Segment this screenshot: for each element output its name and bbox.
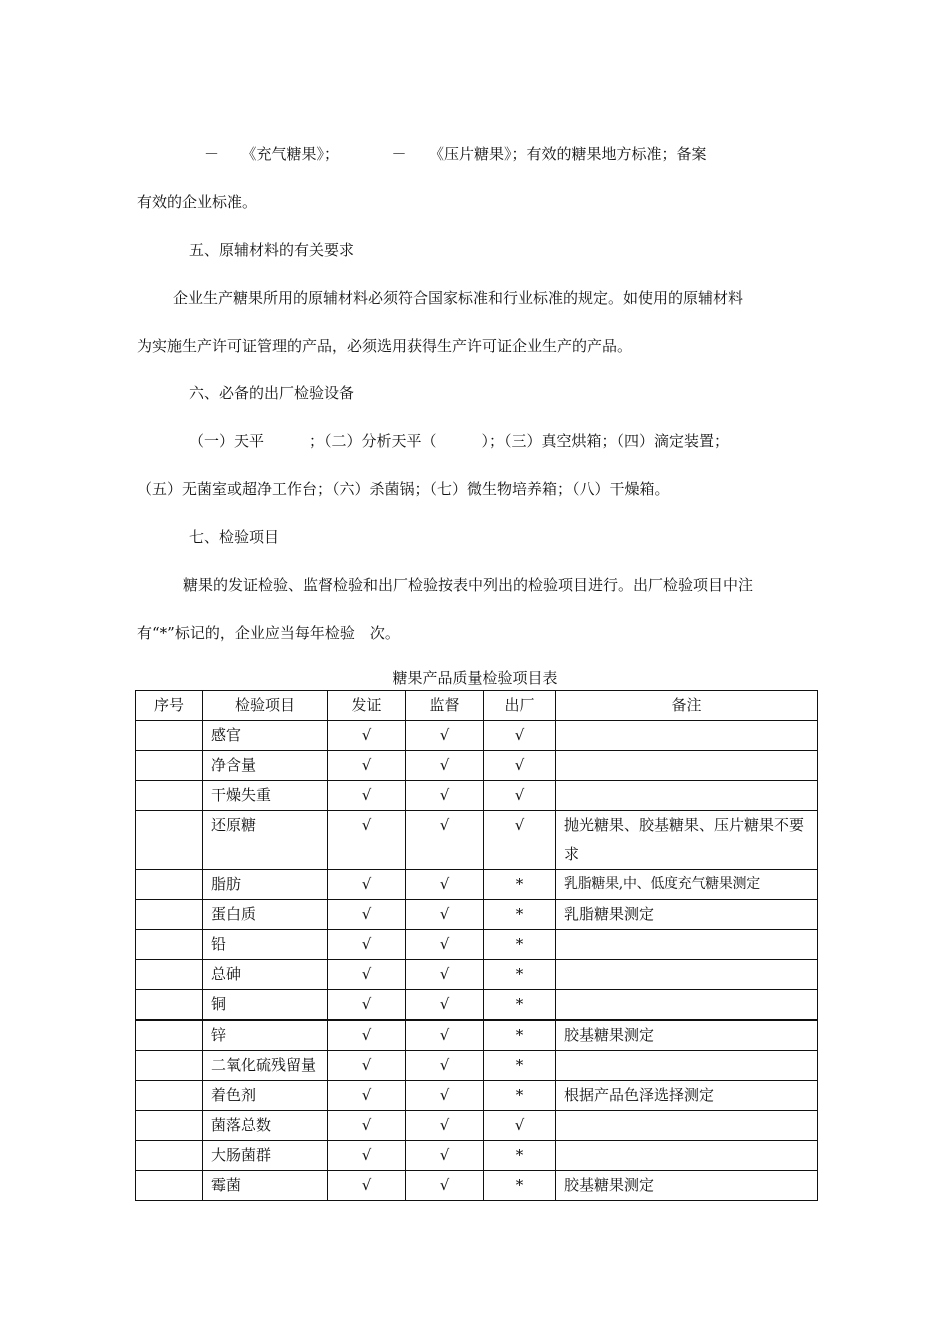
cell-factory: * bbox=[484, 900, 556, 930]
cell-cert: √ bbox=[328, 751, 406, 781]
cell-note bbox=[556, 960, 818, 990]
inspection-items-table bbox=[135, 690, 818, 1201]
cell-no bbox=[136, 990, 203, 1021]
header-cert: 发证 bbox=[328, 691, 406, 721]
cell-item: 铜 bbox=[203, 990, 328, 1021]
cell-supervise: √ bbox=[406, 1111, 484, 1141]
cell-factory: * bbox=[484, 1171, 556, 1201]
cell-cert: √ bbox=[328, 1081, 406, 1111]
cell-factory: √ bbox=[484, 751, 556, 781]
header-supervise: 监督 bbox=[406, 691, 484, 721]
cell-note: 根据产品色泽选择测定 bbox=[556, 1081, 818, 1111]
table-row bbox=[136, 751, 818, 781]
cell-factory: * bbox=[484, 960, 556, 990]
table-caption: 糖果产品质量检验项目表 bbox=[392, 669, 558, 687]
cell-note bbox=[556, 721, 818, 751]
cell-supervise: √ bbox=[406, 870, 484, 900]
cell-supervise: √ bbox=[406, 1171, 484, 1201]
cell-note bbox=[556, 1111, 818, 1141]
cell-supervise: √ bbox=[406, 930, 484, 960]
cell-no bbox=[136, 1051, 203, 1081]
cell-supervise: √ bbox=[406, 781, 484, 811]
cell-note bbox=[556, 930, 818, 960]
cell-no bbox=[136, 1171, 203, 1201]
cell-item: 干燥失重 bbox=[203, 781, 328, 811]
cell-item: 还原糖 bbox=[203, 811, 328, 870]
cell-cert: √ bbox=[328, 1020, 406, 1051]
paragraph-equipment-line-1: （一）天平 ；（二）分析天平（ ）；（三）真空烘箱；（四）滴定装置； bbox=[189, 432, 730, 450]
cell-factory: * bbox=[484, 1141, 556, 1171]
cell-item: 锌 bbox=[203, 1020, 328, 1051]
cell-no bbox=[136, 1141, 203, 1171]
cell-note bbox=[556, 1141, 818, 1171]
cell-no bbox=[136, 1020, 203, 1051]
table-row bbox=[136, 870, 818, 900]
cell-item: 着色剂 bbox=[203, 1081, 328, 1111]
cell-item: 二氧化硫残留量 bbox=[203, 1051, 328, 1081]
table-row bbox=[136, 781, 818, 811]
header-item: 检验项目 bbox=[203, 691, 328, 721]
cell-factory: * bbox=[484, 990, 556, 1021]
cell-factory: √ bbox=[484, 1111, 556, 1141]
table-row bbox=[136, 960, 818, 990]
header-no: 序号 bbox=[136, 691, 203, 721]
cell-cert: √ bbox=[328, 990, 406, 1021]
cell-item: 霉菌 bbox=[203, 1171, 328, 1201]
cell-factory: * bbox=[484, 1051, 556, 1081]
cell-note: 抛光糖果、胶基糖果、压片糖果不要求 bbox=[556, 811, 818, 870]
cell-no bbox=[136, 1081, 203, 1111]
table-row bbox=[136, 1171, 818, 1201]
cell-no bbox=[136, 721, 203, 751]
cell-note: 乳脂糖果测定 bbox=[556, 900, 818, 930]
cell-item: 铅 bbox=[203, 930, 328, 960]
cell-note bbox=[556, 781, 818, 811]
table-row bbox=[136, 811, 818, 870]
table-row bbox=[136, 721, 818, 751]
header-factory: 出厂 bbox=[484, 691, 556, 721]
section-heading-5: 五、原辅材料的有关要求 bbox=[189, 241, 355, 259]
paragraph-equipment-line-2: （五）无菌室或超净工作台；（六）杀菌锅；（七）微生物培养箱；（八）干燥箱。 bbox=[137, 480, 670, 498]
table-row bbox=[136, 1141, 818, 1171]
cell-cert: √ bbox=[328, 1141, 406, 1171]
cell-supervise: √ bbox=[406, 751, 484, 781]
paragraph-standards-line-1: － 《充气糖果》； － 《压片糖果》；有效的糖果地方标准；备案 bbox=[204, 145, 707, 163]
cell-factory: √ bbox=[484, 811, 556, 870]
cell-cert: √ bbox=[328, 870, 406, 900]
cell-cert: √ bbox=[328, 900, 406, 930]
cell-factory: * bbox=[484, 930, 556, 960]
table-row bbox=[136, 990, 818, 1021]
cell-supervise: √ bbox=[406, 990, 484, 1021]
cell-item: 总砷 bbox=[203, 960, 328, 990]
cell-factory: * bbox=[484, 870, 556, 900]
cell-no bbox=[136, 930, 203, 960]
section-heading-7: 七、检验项目 bbox=[189, 528, 280, 546]
cell-cert: √ bbox=[328, 721, 406, 751]
cell-item: 菌落总数 bbox=[203, 1111, 328, 1141]
cell-no bbox=[136, 900, 203, 930]
cell-item: 净含量 bbox=[203, 751, 328, 781]
cell-factory: * bbox=[484, 1020, 556, 1051]
paragraph-materials-line-2: 为实施生产许可证管理的产品，必须选用获得生产许可证企业生产的产品。 bbox=[137, 337, 633, 355]
table-row bbox=[136, 1081, 818, 1111]
table-row bbox=[136, 900, 818, 930]
cell-note: 胶基糖果测定 bbox=[556, 1171, 818, 1201]
cell-no bbox=[136, 1111, 203, 1141]
cell-cert: √ bbox=[328, 811, 406, 870]
cell-factory: * bbox=[484, 1081, 556, 1111]
cell-factory: √ bbox=[484, 721, 556, 751]
paragraph-inspection-line-2: 有“*”标记的，企业应当每年检验 次。 bbox=[137, 624, 400, 642]
cell-note bbox=[556, 751, 818, 781]
cell-no bbox=[136, 960, 203, 990]
cell-supervise: √ bbox=[406, 1020, 484, 1051]
cell-cert: √ bbox=[328, 930, 406, 960]
cell-factory: √ bbox=[484, 781, 556, 811]
cell-note bbox=[556, 990, 818, 1021]
cell-note: 胶基糖果测定 bbox=[556, 1020, 818, 1051]
cell-note: 乳脂糖果,中、低度充气糖果测定 bbox=[556, 870, 818, 900]
cell-no bbox=[136, 781, 203, 811]
paragraph-materials-line-1: 企业生产糖果所用的原辅材料必须符合国家标准和行业标准的规定。如使用的原辅材料 bbox=[173, 289, 744, 307]
cell-supervise: √ bbox=[406, 1081, 484, 1111]
cell-item: 脂肪 bbox=[203, 870, 328, 900]
cell-no bbox=[136, 870, 203, 900]
table-row bbox=[136, 1020, 818, 1051]
cell-item: 大肠菌群 bbox=[203, 1141, 328, 1171]
cell-cert: √ bbox=[328, 960, 406, 990]
table-header-row bbox=[136, 691, 818, 721]
cell-supervise: √ bbox=[406, 1141, 484, 1171]
cell-supervise: √ bbox=[406, 811, 484, 870]
cell-note bbox=[556, 1051, 818, 1081]
cell-no bbox=[136, 811, 203, 870]
cell-supervise: √ bbox=[406, 960, 484, 990]
cell-cert: √ bbox=[328, 781, 406, 811]
cell-no bbox=[136, 751, 203, 781]
cell-supervise: √ bbox=[406, 1051, 484, 1081]
cell-cert: √ bbox=[328, 1171, 406, 1201]
paragraph-inspection-line-1: 糖果的发证检验、监督检验和出厂检验按表中列出的检验项目进行。出厂检验项目中注 bbox=[183, 576, 754, 594]
table-row bbox=[136, 1111, 818, 1141]
cell-cert: √ bbox=[328, 1111, 406, 1141]
section-heading-6: 六、必备的出厂检验设备 bbox=[189, 384, 355, 402]
cell-item: 蛋白质 bbox=[203, 900, 328, 930]
table-row bbox=[136, 930, 818, 960]
cell-supervise: √ bbox=[406, 721, 484, 751]
cell-cert: √ bbox=[328, 1051, 406, 1081]
cell-item: 感官 bbox=[203, 721, 328, 751]
header-note: 备注 bbox=[556, 691, 818, 721]
cell-supervise: √ bbox=[406, 900, 484, 930]
table-row bbox=[136, 1051, 818, 1081]
paragraph-standards-line-2: 有效的企业标准。 bbox=[137, 193, 258, 211]
